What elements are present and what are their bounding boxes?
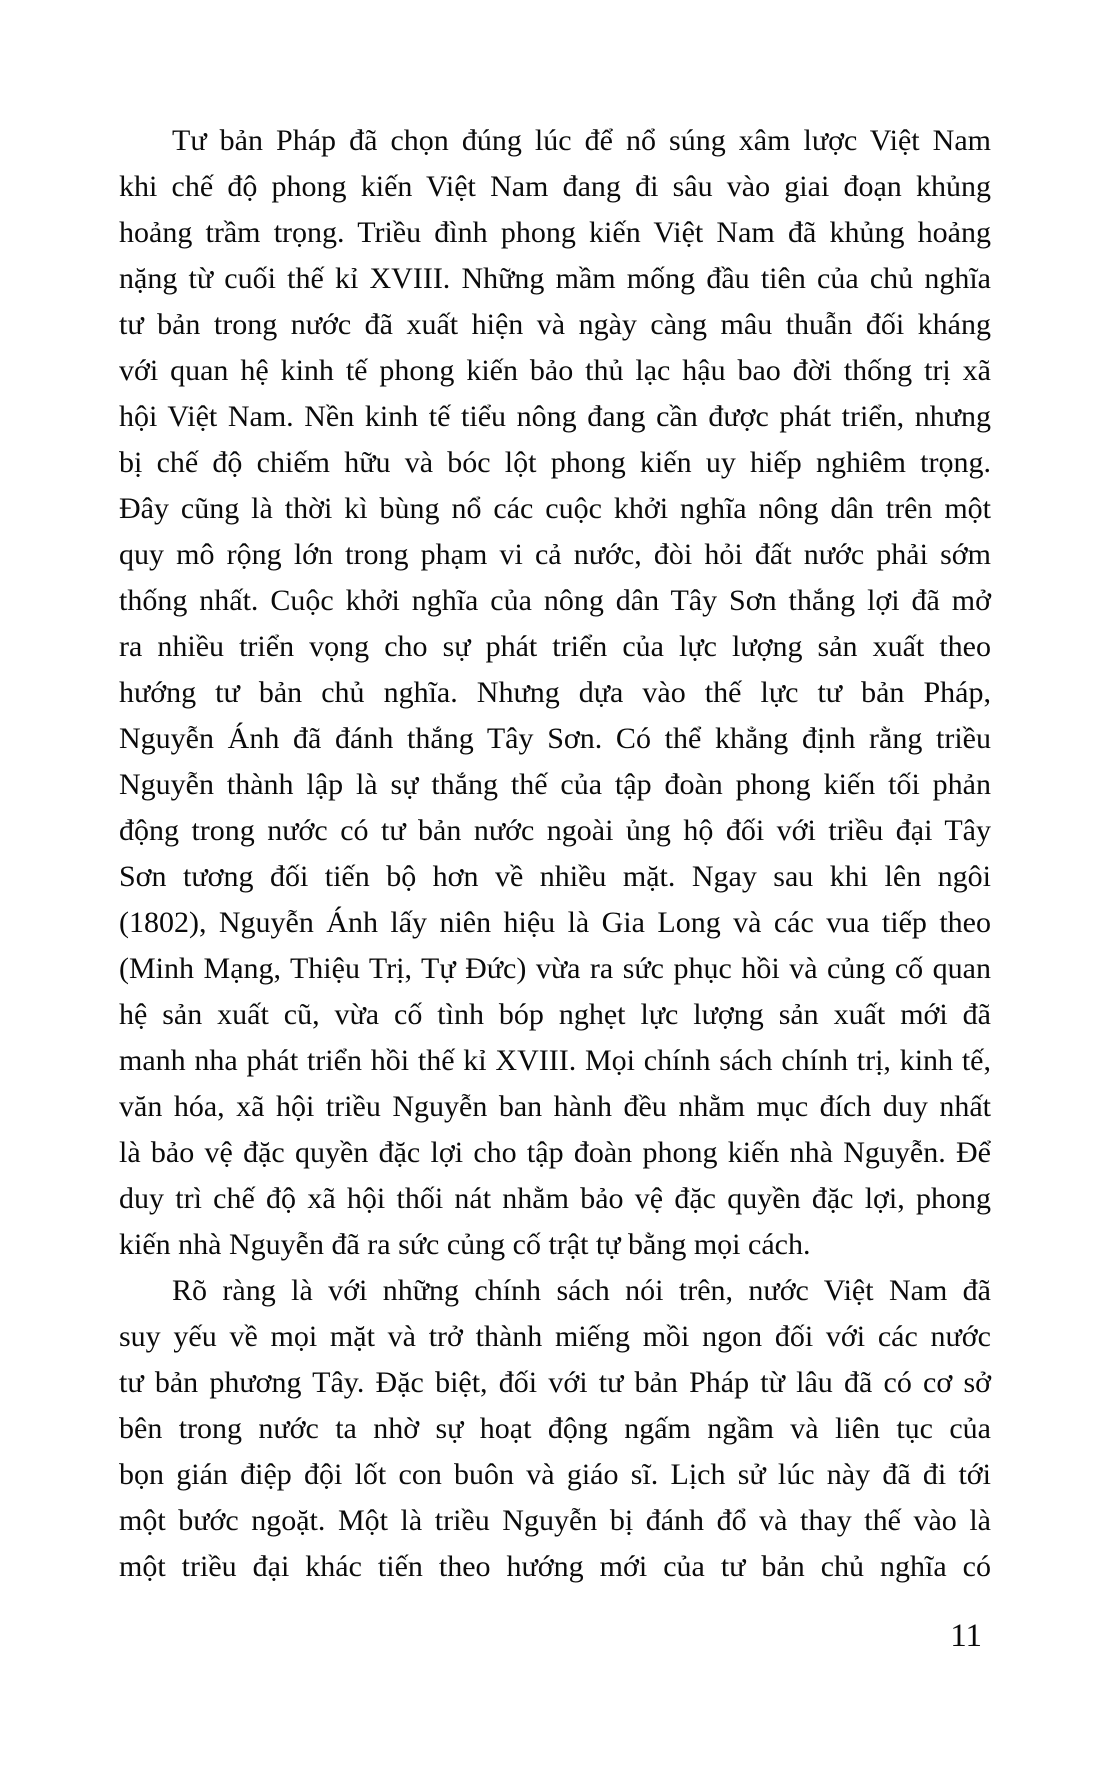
text-line: thống nhất. Cuộc khởi nghĩa của nông dân Tây Sơn thắng lợi đã mở (119, 584, 991, 617)
text-line: bị chế độ chiếm hữu và bóc lột phong kiến uy hiếp nghiêm trọng. (119, 446, 991, 479)
text-line: tư bản trong nước đã xuất hiện và ngày càng mâu thuẫn đối kháng (119, 308, 991, 341)
text-line: Nguyễn Ánh đã đánh thắng Tây Sơn. Có thể khẳng định rằng triều (119, 722, 991, 755)
text-line: hoảng trầm trọng. Triều đình phong kiến Việt Nam đã khủng hoảng (119, 216, 991, 249)
text-line: Đây cũng là thời kì bùng nổ các cuộc khởi nghĩa nông dân trên một (119, 492, 991, 525)
text-line: duy trì chế độ xã hội thối nát nhằm bảo vệ đặc quyền đặc lợi, phong (119, 1182, 991, 1215)
page-text (119, 118, 991, 1590)
text-line: Tư bản Pháp đã chọn đúng lúc để nổ súng xâm lược Việt Nam (172, 124, 991, 157)
text-line: suy yếu về mọi mặt và trở thành miếng mồi ngon đối với các nước (119, 1320, 991, 1353)
text-line: văn hóa, xã hội triều Nguyễn ban hành đều nhằm mục đích duy nhất (119, 1090, 991, 1123)
text-line: ra nhiều triển vọng cho sự phát triển của lực lượng sản xuất theo (119, 630, 991, 663)
text-line: bên trong nước ta nhờ sự hoạt động ngấm ngầm và liên tục của (119, 1412, 991, 1445)
paragraph (119, 118, 991, 1268)
text-line: khi chế độ phong kiến Việt Nam đang đi sâu vào giai đoạn khủng (119, 170, 991, 203)
text-line: manh nha phát triển hồi thế kỉ XVIII. Mọi chính sách chính trị, kinh tế, (119, 1044, 991, 1077)
text-line: kiến nhà Nguyễn đã ra sức củng cố trật tự bằng mọi cách. (119, 1228, 811, 1261)
text-line: tư bản phương Tây. Đặc biệt, đối với tư bản Pháp từ lâu đã có cơ sở (119, 1366, 991, 1399)
text-line: (Minh Mạng, Thiệu Trị, Tự Đức) vừa ra sức phục hồi và củng cố quan (119, 952, 991, 985)
text-line: hội Việt Nam. Nền kinh tế tiểu nông đang cần được phát triển, nhưng (119, 400, 991, 433)
text-line: Nguyễn thành lập là sự thắng thế của tập đoàn phong kiến tối phản (119, 768, 991, 801)
text-line: quy mô rộng lớn trong phạm vi cả nước, đòi hỏi đất nước phải sớm (119, 538, 991, 571)
page-number: 11 (950, 1618, 982, 1654)
text-line: bọn gián điệp đội lốt con buôn và giáo sĩ. Lịch sử lúc này đã đi tới (119, 1458, 991, 1491)
text-line: một bước ngoặt. Một là triều Nguyễn bị đánh đổ và thay thế vào là (119, 1504, 991, 1537)
text-line: nặng từ cuối thế kỉ XVIII. Những mầm mống đầu tiên của chủ nghĩa (119, 262, 991, 295)
text-line: hệ sản xuất cũ, vừa cố tình bóp nghẹt lực lượng sản xuất mới đã (119, 998, 991, 1031)
text-line: Sơn tương đối tiến bộ hơn về nhiều mặt. Ngay sau khi lên ngôi (119, 860, 991, 893)
text-line: với quan hệ kinh tế phong kiến bảo thủ lạc hậu bao đời thống trị xã (119, 354, 991, 387)
text-line: động trong nước có tư bản nước ngoài ủng hộ đối với triều đại Tây (119, 814, 991, 847)
paragraph (119, 1268, 991, 1590)
text-line: hướng tư bản chủ nghĩa. Nhưng dựa vào thế lực tư bản Pháp, (119, 676, 991, 709)
text-line: một triều đại khác tiến theo hướng mới của tư bản chủ nghĩa có (119, 1550, 991, 1583)
text-line: (1802), Nguyễn Ánh lấy niên hiệu là Gia Long và các vua tiếp theo (119, 906, 991, 939)
text-line: là bảo vệ đặc quyền đặc lợi cho tập đoàn phong kiến nhà Nguyễn. Để (119, 1136, 991, 1169)
text-line: Rõ ràng là với những chính sách nói trên, nước Việt Nam đã (172, 1274, 991, 1307)
